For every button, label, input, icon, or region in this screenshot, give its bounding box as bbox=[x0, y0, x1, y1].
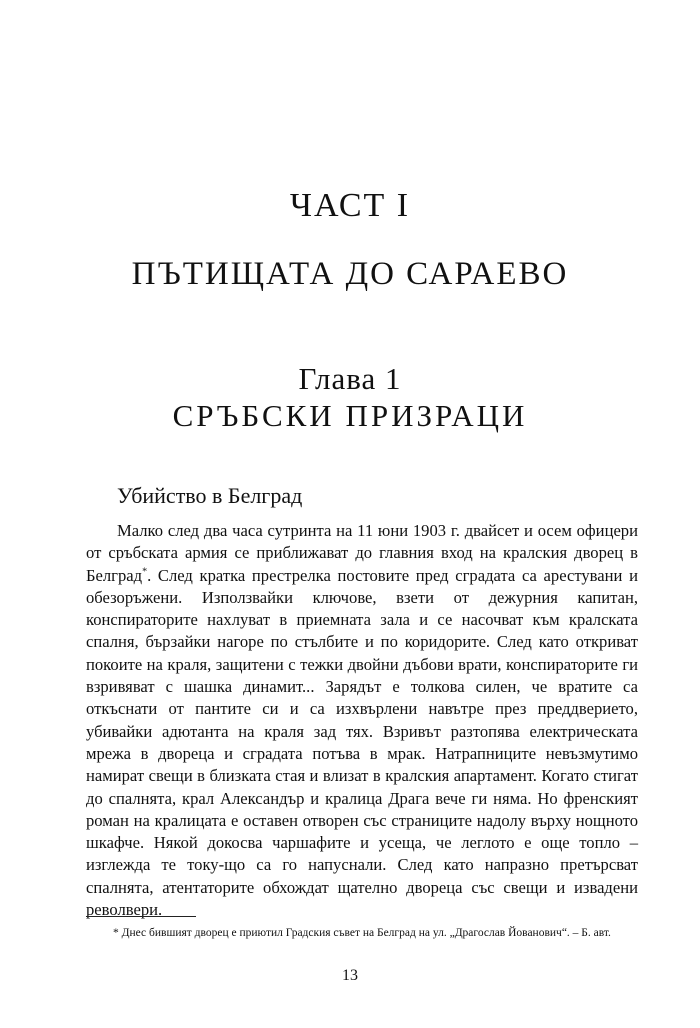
body-text-part-1: Малко след два часа сутринта на 11 юни 1903 г. двайсет и осем офицери от сръбската армия се приближават до главния вход на кралския дворец в Белград bbox=[86, 521, 638, 585]
footnote: * Днес бившият дворец е приютил Градския съвет на Белград на ул. „Драгослав Йованович“. – Б. авт. bbox=[113, 927, 611, 939]
chapter-number: Глава 1 bbox=[298, 361, 402, 396]
footnote-divider bbox=[86, 916, 196, 917]
footnote-marker: * bbox=[142, 566, 148, 578]
body-paragraph bbox=[86, 520, 638, 921]
part-title: ЧАСТ I bbox=[289, 187, 411, 224]
section-title: Убийство в Белград bbox=[117, 483, 303, 508]
chapter-title: СРЪБСКИ ПРИЗРАЦИ bbox=[172, 398, 528, 433]
page-number: 13 bbox=[342, 967, 358, 984]
part-subtitle: ПЪТИЩАТА ДО САРАЕВО bbox=[131, 256, 569, 292]
body-text-part-2: . След кратка престрелка постовите пред сградата са арестувани и обезоръжени. Използвайки ключове, взети от дежурния капитан, конспираторите нахлуват в приемната зала и се насочват към кралската спалня, бързайки нагоре по стълбите и по коридорите. След като откриват покоите на краля, защитени с тежки двойни дъбови врати, конспираторите ги взривяват с шашка динамит... Зарядът е толкова силен, че вратите са откъснати от пантите си и са изхвърлени навътре през преддверието, убивайки адютанта на краля зад тях. Взривът разтопява електрическата мрежа в двореца и сградата потъва в мрак. Натрапниците невъзмутимо намират свещи в близката стая и влизат в кралския апартамент. Когато стигат до спалнята, крал Александър и кралица Драга вече ги няма. Но френският роман на кралицата е оставен отворен със страниците надолу върху нощното шкафче. Някой докосва чаршафите и усеща, че леглото е още топло – изглежда те току-що са го напуснали. След като напразно претърсват спалнята, атентаторите обхождат щателно двореца със свещи и извадени револвери. bbox=[86, 565, 638, 920]
